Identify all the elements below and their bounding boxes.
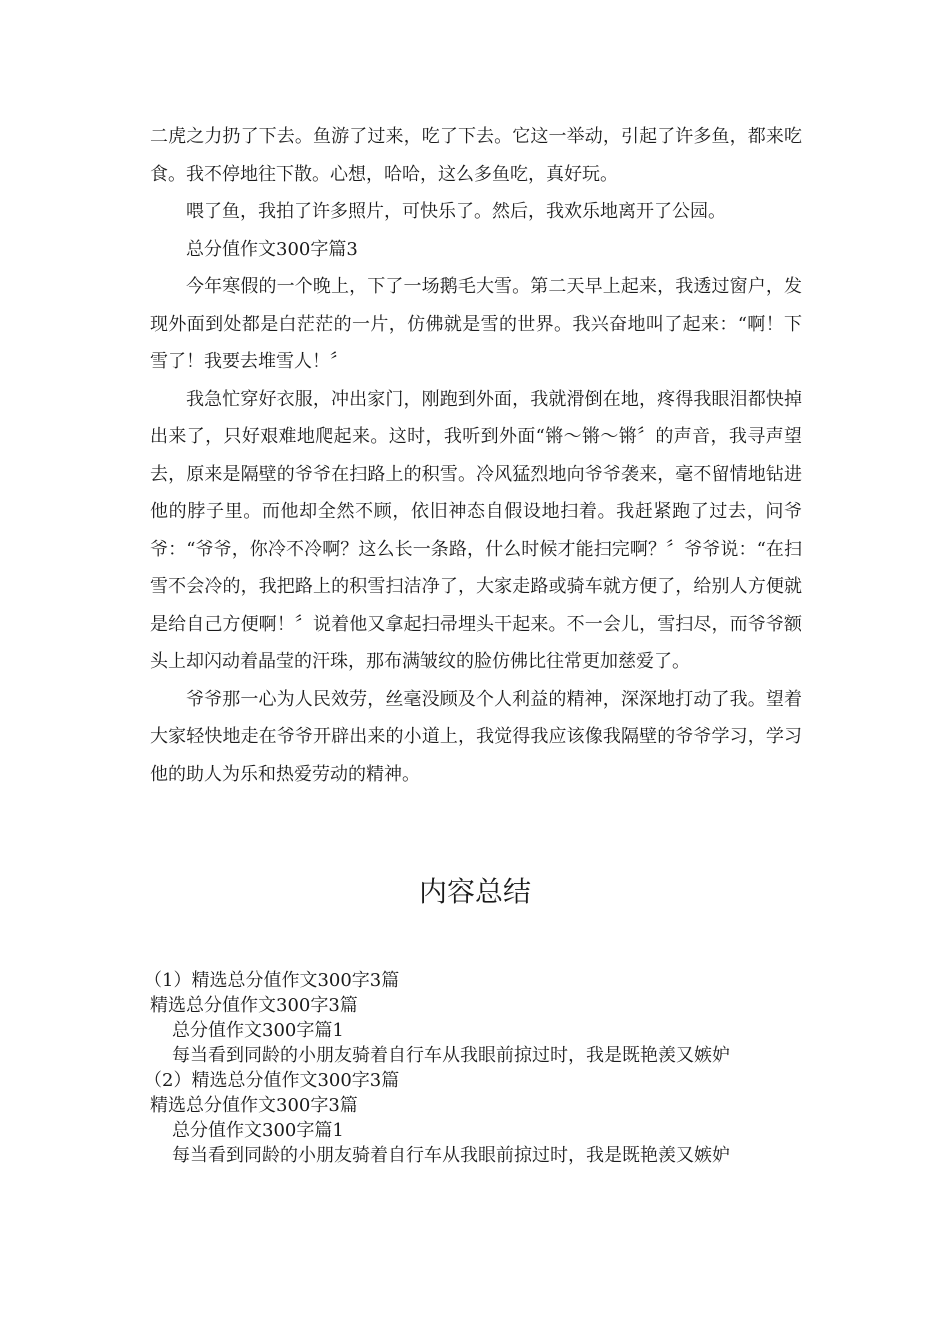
- summary-item-subtitle: 精选总分值作文300字3篇: [150, 1095, 358, 1116]
- summary-item-excerpt: 每当看到同龄的小朋友骑着自行车从我眼前掠过时，我是既艳羡又嫉妒: [172, 1045, 730, 1066]
- article-paragraph: 爷爷那一心为人民效劳，丝毫没顾及个人利益的精神，深深地打动了我。望着大家轻快地走在爷爷开辟出来的小道上，我觉得我应该像我隔壁的爷爷学习，学习他的助人为乐和热爱劳动的精神。: [150, 688, 802, 785]
- summary-item-excerpt: 每当看到同龄的小朋友骑着自行车从我眼前掠过时，我是既艳羡又嫉妒: [172, 1145, 730, 1166]
- summary-section: [144, 968, 802, 1168]
- article-paragraph: 我急忙穿好衣服，冲出家门，刚跑到外面，我就滑倒在地，疼得我眼泪都快掉出来了，只好艰难地爬起来。这时，我听到外面“锵〜锵〜锵〞的声音，我寻声望去，原来是隔壁的爷爷在扫路上的积雪。冷风猛烈地向爷爷袭来，毫不留情地钻进他的脖子里。而他却全然不顾，依旧神态自假设地扫着。我赶紧跑了过去，问爷爷：“爷爷，你冷不冷啊？这么长一条路，什么时候才能扫完啊？〞爷爷说：“在扫雪不会冷的，我把路上的积雪扫洁净了，大家走路或骑车就方便了，给别人方便就是给自己方便啊！〞说着他又拿起扫帚埋头干起来。不一会儿，雪扫尽，而爷爷额头上却闪动着晶莹的汗珠，那布满皱纹的脸仿佛比往常更加慈爱了。: [150, 388, 802, 672]
- summary-item-title: （2）精选总分值作文300字3篇: [144, 1070, 400, 1091]
- article-body: [150, 118, 802, 793]
- article-section-heading: 总分值作文300字篇3: [186, 238, 358, 260]
- summary-item-heading: 总分值作文300字篇1: [172, 1020, 344, 1041]
- summary-item-title: （1）精选总分值作文300字3篇: [144, 970, 400, 991]
- article-paragraph: 二虎之力扔了下去。鱼游了过来，吃了下去。它这一举动，引起了许多鱼，都来吃食。我不停地往下散。心想，哈哈，这么多鱼吃，真好玩。: [150, 126, 802, 185]
- summary-title: 内容总结: [418, 875, 531, 908]
- summary-item-subtitle: 精选总分值作文300字3篇: [150, 995, 358, 1016]
- summary-item-heading: 总分值作文300字篇1: [172, 1120, 344, 1141]
- article-paragraph: 喂了鱼，我拍了许多照片，可快乐了。然后，我欢乐地离开了公园。: [186, 201, 726, 222]
- article-paragraph: 今年寒假的一个晚上，下了一场鹅毛大雪。第二天早上起来，我透过窗户，发现外面到处都是白茫茫的一片，仿佛就是雪的世界。我兴奋地叫了起来：“啊！下雪了！我要去堆雪人！〞: [150, 276, 802, 372]
